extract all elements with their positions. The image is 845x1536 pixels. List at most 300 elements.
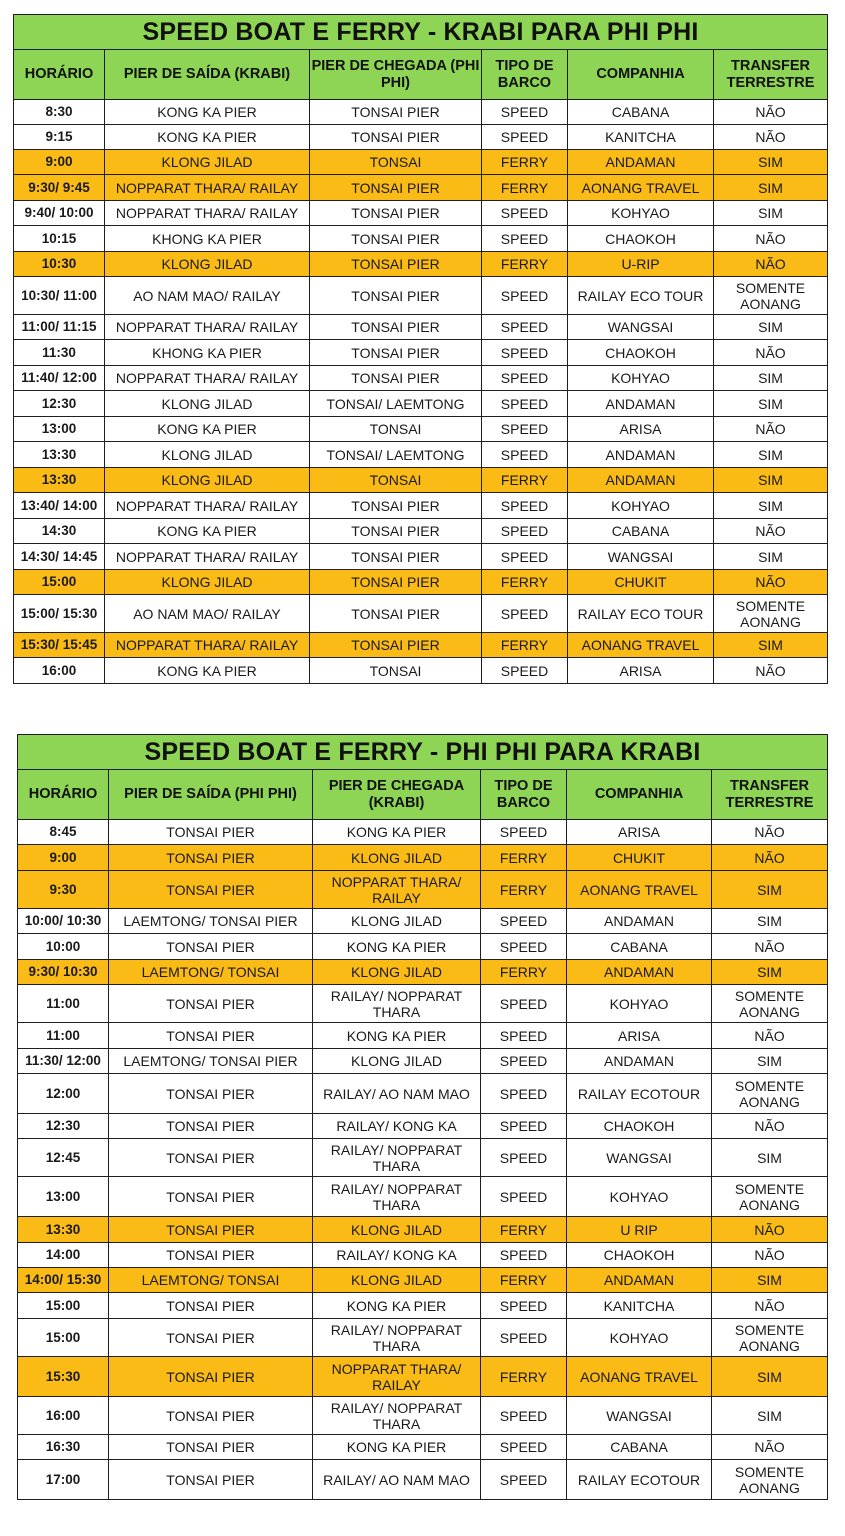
departure-pier-cell: NOPPARAT THARA/ RAILAY: [105, 366, 310, 391]
company-cell: ANDAMAN: [568, 442, 714, 468]
arrival-pier-cell: TONSAI PIER: [310, 366, 482, 391]
company-cell: AONANG TRAVEL: [568, 633, 714, 658]
arrival-pier-cell: NOPPARAT THARA/ RAILAY: [313, 871, 481, 909]
arrival-pier-cell: TONSAI PIER: [310, 633, 482, 658]
land-transfer-cell: NÃO: [712, 845, 828, 871]
boat-type-cell: SPEED: [482, 493, 568, 519]
departure-pier-cell: TONSAI PIER: [109, 1139, 313, 1177]
table-title: SPEED BOAT E FERRY - KRABI PARA PHI PHI: [14, 15, 828, 50]
boat-type-cell: SPEED: [481, 1074, 567, 1114]
departure-pier-cell: TONSAI PIER: [109, 1114, 313, 1139]
departure-pier-cell: TONSAI PIER: [109, 1243, 313, 1268]
departure-time-cell: 14:00/ 15:30: [18, 1268, 109, 1293]
column-header: TIPO DE BARCO: [482, 50, 568, 100]
table-row: [14, 226, 828, 252]
table-row: [14, 201, 828, 226]
boat-type-cell: SPEED: [481, 1114, 567, 1139]
departure-time-cell: 9:00: [14, 150, 105, 175]
departure-time-cell: 14:30/ 14:45: [14, 544, 105, 570]
land-transfer-cell: SIM: [714, 201, 828, 226]
departure-pier-cell: LAEMTONG/ TONSAI: [109, 1268, 313, 1293]
company-cell: KOHYAO: [567, 985, 712, 1023]
departure-time-cell: 11:40/ 12:00: [14, 366, 105, 391]
boat-type-cell: SPEED: [482, 391, 568, 417]
arrival-pier-cell: KLONG JILAD: [313, 1217, 481, 1243]
boat-type-cell: SPEED: [481, 1243, 567, 1268]
arrival-pier-cell: TONSAI PIER: [310, 340, 482, 366]
departure-time-cell: 8:30: [14, 100, 105, 125]
arrival-pier-cell: KLONG JILAD: [313, 909, 481, 934]
departure-time-cell: 15:00/ 15:30: [14, 595, 105, 633]
land-transfer-cell: SIM: [714, 468, 828, 493]
arrival-pier-cell: KLONG JILAD: [313, 845, 481, 871]
arrival-pier-cell: TONSAI: [310, 417, 482, 442]
company-cell: ANDAMAN: [567, 1049, 712, 1074]
land-transfer-cell: SIM: [714, 391, 828, 417]
land-transfer-cell: NÃO: [712, 1217, 828, 1243]
boat-type-cell: SPEED: [482, 201, 568, 226]
company-cell: CABANA: [568, 100, 714, 125]
company-cell: AONANG TRAVEL: [567, 871, 712, 909]
column-header: TRANSFER TERRESTRE: [712, 770, 828, 820]
land-transfer-cell: SIM: [712, 1139, 828, 1177]
table-row: [18, 820, 828, 845]
arrival-pier-cell: TONSAI: [310, 658, 482, 684]
table-row: [18, 1139, 828, 1177]
departure-time-cell: 15:30: [18, 1357, 109, 1397]
table-row: [18, 1293, 828, 1319]
departure-time-cell: 10:30/ 11:00: [14, 277, 105, 315]
land-transfer-cell: NÃO: [712, 1023, 828, 1049]
land-transfer-cell: SIM: [714, 442, 828, 468]
land-transfer-cell: SOMENTE AONANG: [714, 277, 828, 315]
arrival-pier-cell: TONSAI PIER: [310, 175, 482, 201]
company-cell: WANGSAI: [567, 1397, 712, 1435]
company-cell: WANGSAI: [568, 315, 714, 340]
departure-pier-cell: TONSAI PIER: [109, 1293, 313, 1319]
arrival-pier-cell: RAILAY/ NOPPARAT THARA: [313, 1139, 481, 1177]
table-row: [18, 1049, 828, 1074]
departure-pier-cell: TONSAI PIER: [109, 845, 313, 871]
departure-pier-cell: AO NAM MAO/ RAILAY: [105, 277, 310, 315]
boat-type-cell: FERRY: [481, 845, 567, 871]
table-row: [18, 909, 828, 934]
arrival-pier-cell: TONSAI PIER: [310, 252, 482, 277]
company-cell: CHUKIT: [567, 845, 712, 871]
boat-type-cell: SPEED: [482, 658, 568, 684]
company-cell: AONANG TRAVEL: [568, 175, 714, 201]
boat-type-cell: SPEED: [482, 125, 568, 150]
departure-pier-cell: KLONG JILAD: [105, 442, 310, 468]
arrival-pier-cell: RAILAY/ NOPPARAT THARA: [313, 1177, 481, 1217]
land-transfer-cell: NÃO: [712, 1243, 828, 1268]
land-transfer-cell: SIM: [714, 315, 828, 340]
arrival-pier-cell: NOPPARAT THARA/ RAILAY: [313, 1357, 481, 1397]
column-header: HORÁRIO: [18, 770, 109, 820]
boat-type-cell: FERRY: [482, 175, 568, 201]
land-transfer-cell: SIM: [712, 1357, 828, 1397]
arrival-pier-cell: RAILAY/ KONG KA: [313, 1243, 481, 1268]
departure-time-cell: 13:00: [18, 1177, 109, 1217]
departure-time-cell: 12:00: [18, 1074, 109, 1114]
departure-pier-cell: TONSAI PIER: [109, 1357, 313, 1397]
land-transfer-cell: SIM: [712, 1397, 828, 1435]
boat-type-cell: SPEED: [482, 544, 568, 570]
departure-pier-cell: NOPPARAT THARA/ RAILAY: [105, 493, 310, 519]
arrival-pier-cell: TONSAI PIER: [310, 100, 482, 125]
departure-pier-cell: KONG KA PIER: [105, 125, 310, 150]
table-row: [14, 125, 828, 150]
arrival-pier-cell: KONG KA PIER: [313, 820, 481, 845]
arrival-pier-cell: TONSAI PIER: [310, 277, 482, 315]
departure-pier-cell: LAEMTONG/ TONSAI PIER: [109, 1049, 313, 1074]
departure-time-cell: 16:30: [18, 1435, 109, 1460]
departure-pier-cell: KLONG JILAD: [105, 468, 310, 493]
column-header: HORÁRIO: [14, 50, 105, 100]
arrival-pier-cell: TONSAI PIER: [310, 519, 482, 544]
departure-pier-cell: KLONG JILAD: [105, 570, 310, 595]
land-transfer-cell: NÃO: [714, 570, 828, 595]
arrival-pier-cell: RAILAY/ NOPPARAT THARA: [313, 1319, 481, 1357]
company-cell: KOHYAO: [568, 201, 714, 226]
departure-pier-cell: TONSAI PIER: [109, 1217, 313, 1243]
land-transfer-cell: SIM: [712, 1049, 828, 1074]
boat-type-cell: SPEED: [481, 1139, 567, 1177]
land-transfer-cell: NÃO: [714, 125, 828, 150]
column-header: TRANSFER TERRESTRE: [714, 50, 828, 100]
land-transfer-cell: SOMENTE AONANG: [712, 985, 828, 1023]
table-row: [18, 1023, 828, 1049]
departure-time-cell: 17:00: [18, 1460, 109, 1500]
departure-time-cell: 13:30: [14, 468, 105, 493]
departure-time-cell: 15:00: [18, 1293, 109, 1319]
company-cell: CABANA: [567, 1435, 712, 1460]
table-row: [14, 442, 828, 468]
company-cell: ANDAMAN: [567, 909, 712, 934]
boat-type-cell: FERRY: [481, 1217, 567, 1243]
boat-type-cell: FERRY: [481, 1357, 567, 1397]
table-row: [14, 595, 828, 633]
company-cell: ARISA: [568, 417, 714, 442]
land-transfer-cell: SIM: [714, 544, 828, 570]
departure-pier-cell: TONSAI PIER: [109, 1397, 313, 1435]
arrival-pier-cell: KONG KA PIER: [313, 1435, 481, 1460]
land-transfer-cell: NÃO: [714, 252, 828, 277]
departure-pier-cell: TONSAI PIER: [109, 820, 313, 845]
boat-type-cell: SPEED: [481, 1049, 567, 1074]
boat-type-cell: SPEED: [482, 277, 568, 315]
company-cell: ARISA: [567, 1023, 712, 1049]
land-transfer-cell: NÃO: [712, 820, 828, 845]
boat-type-cell: SPEED: [481, 1177, 567, 1217]
departure-pier-cell: KONG KA PIER: [105, 100, 310, 125]
company-cell: ARISA: [568, 658, 714, 684]
land-transfer-cell: NÃO: [714, 340, 828, 366]
arrival-pier-cell: TONSAI: [310, 150, 482, 175]
boat-type-cell: FERRY: [482, 150, 568, 175]
departure-time-cell: 13:30: [18, 1217, 109, 1243]
departure-pier-cell: TONSAI PIER: [109, 1074, 313, 1114]
departure-pier-cell: TONSAI PIER: [109, 1460, 313, 1500]
arrival-pier-cell: TONSAI: [310, 468, 482, 493]
departure-time-cell: 12:45: [18, 1139, 109, 1177]
departure-pier-cell: KONG KA PIER: [105, 519, 310, 544]
table-row: [18, 985, 828, 1023]
table-row: [18, 871, 828, 909]
company-cell: CHAOKOH: [567, 1243, 712, 1268]
departure-pier-cell: TONSAI PIER: [109, 985, 313, 1023]
departure-pier-cell: AO NAM MAO/ RAILAY: [105, 595, 310, 633]
company-cell: WANGSAI: [567, 1139, 712, 1177]
boat-type-cell: SPEED: [482, 417, 568, 442]
company-cell: KOHYAO: [568, 366, 714, 391]
boat-type-cell: SPEED: [482, 442, 568, 468]
arrival-pier-cell: KLONG JILAD: [313, 960, 481, 985]
departure-pier-cell: TONSAI PIER: [109, 1435, 313, 1460]
arrival-pier-cell: TONSAI PIER: [310, 595, 482, 633]
land-transfer-cell: NÃO: [712, 1293, 828, 1319]
boat-type-cell: SPEED: [481, 820, 567, 845]
departure-time-cell: 12:30: [14, 391, 105, 417]
company-cell: RAILAY ECOTOUR: [567, 1074, 712, 1114]
arrival-pier-cell: TONSAI PIER: [310, 315, 482, 340]
boat-type-cell: SPEED: [482, 366, 568, 391]
departure-time-cell: 14:00: [18, 1243, 109, 1268]
boat-type-cell: SPEED: [482, 226, 568, 252]
table-row: [14, 570, 828, 595]
table-row: [14, 468, 828, 493]
departure-time-cell: 8:45: [18, 820, 109, 845]
boat-type-cell: FERRY: [482, 252, 568, 277]
departure-pier-cell: KLONG JILAD: [105, 150, 310, 175]
company-cell: KOHYAO: [567, 1177, 712, 1217]
departure-time-cell: 11:30: [14, 340, 105, 366]
departure-time-cell: 11:00/ 11:15: [14, 315, 105, 340]
table-row: [14, 315, 828, 340]
column-header: TIPO DE BARCO: [481, 770, 567, 820]
table-row: [14, 633, 828, 658]
table-row: [18, 1435, 828, 1460]
table-row: [18, 934, 828, 960]
departure-pier-cell: TONSAI PIER: [109, 1023, 313, 1049]
departure-pier-cell: KHONG KA PIER: [105, 340, 310, 366]
table-row: [14, 417, 828, 442]
arrival-pier-cell: RAILAY/ KONG KA: [313, 1114, 481, 1139]
column-header: PIER DE SAÍDA (KRABI): [105, 50, 310, 100]
land-transfer-cell: NÃO: [712, 934, 828, 960]
departure-time-cell: 10:15: [14, 226, 105, 252]
boat-type-cell: FERRY: [481, 960, 567, 985]
land-transfer-cell: SOMENTE AONANG: [712, 1319, 828, 1357]
boat-type-cell: SPEED: [481, 985, 567, 1023]
boat-type-cell: SPEED: [481, 1319, 567, 1357]
arrival-pier-cell: TONSAI PIER: [310, 226, 482, 252]
table-row: [14, 150, 828, 175]
company-cell: CHAOKOH: [568, 340, 714, 366]
boat-type-cell: FERRY: [481, 871, 567, 909]
departure-pier-cell: NOPPARAT THARA/ RAILAY: [105, 315, 310, 340]
column-header: COMPANHIA: [568, 50, 714, 100]
table-row: [14, 544, 828, 570]
arrival-pier-cell: RAILAY/ NOPPARAT THARA: [313, 985, 481, 1023]
boat-type-cell: SPEED: [482, 519, 568, 544]
column-header: PIER DE CHEGADA (KRABI): [313, 770, 481, 820]
arrival-pier-cell: TONSAI PIER: [310, 201, 482, 226]
land-transfer-cell: SIM: [712, 871, 828, 909]
company-cell: AONANG TRAVEL: [567, 1357, 712, 1397]
land-transfer-cell: NÃO: [714, 519, 828, 544]
arrival-pier-cell: TONSAI PIER: [310, 493, 482, 519]
table-row: [14, 391, 828, 417]
departure-time-cell: 13:30: [14, 442, 105, 468]
departure-time-cell: 11:00: [18, 985, 109, 1023]
arrival-pier-cell: RAILAY/ NOPPARAT THARA: [313, 1397, 481, 1435]
arrival-pier-cell: KLONG JILAD: [313, 1268, 481, 1293]
departure-pier-cell: KLONG JILAD: [105, 252, 310, 277]
table-row: [14, 366, 828, 391]
column-header: COMPANHIA: [567, 770, 712, 820]
table-row: [14, 277, 828, 315]
departure-time-cell: 10:00: [18, 934, 109, 960]
table-row: [14, 340, 828, 366]
land-transfer-cell: SIM: [714, 493, 828, 519]
company-cell: CHAOKOH: [568, 226, 714, 252]
land-transfer-cell: SIM: [712, 1268, 828, 1293]
krabi-to-phiphi-table: [13, 14, 827, 684]
table-row: [14, 252, 828, 277]
arrival-pier-cell: TONSAI/ LAEMTONG: [310, 391, 482, 417]
departure-time-cell: 10:30: [14, 252, 105, 277]
boat-type-cell: FERRY: [481, 1268, 567, 1293]
departure-time-cell: 12:30: [18, 1114, 109, 1139]
boat-type-cell: SPEED: [482, 315, 568, 340]
boat-type-cell: SPEED: [481, 1293, 567, 1319]
arrival-pier-cell: KONG KA PIER: [313, 934, 481, 960]
company-cell: KANITCHA: [568, 125, 714, 150]
land-transfer-cell: NÃO: [714, 100, 828, 125]
departure-time-cell: 15:00: [14, 570, 105, 595]
table-row: [18, 1397, 828, 1435]
arrival-pier-cell: RAILAY/ AO NAM MAO: [313, 1460, 481, 1500]
land-transfer-cell: NÃO: [714, 658, 828, 684]
table-row: [18, 960, 828, 985]
departure-time-cell: 10:00/ 10:30: [18, 909, 109, 934]
arrival-pier-cell: KONG KA PIER: [313, 1293, 481, 1319]
departure-time-cell: 11:30/ 12:00: [18, 1049, 109, 1074]
departure-time-cell: 13:40/ 14:00: [14, 493, 105, 519]
departure-pier-cell: KLONG JILAD: [105, 391, 310, 417]
arrival-pier-cell: KLONG JILAD: [313, 1049, 481, 1074]
phiphi-to-krabi-table: [17, 734, 827, 1500]
departure-time-cell: 9:30: [18, 871, 109, 909]
departure-pier-cell: TONSAI PIER: [109, 1177, 313, 1217]
table-row: [14, 519, 828, 544]
boat-type-cell: SPEED: [481, 1023, 567, 1049]
land-transfer-cell: SIM: [714, 175, 828, 201]
departure-time-cell: 9:00: [18, 845, 109, 871]
boat-type-cell: SPEED: [481, 934, 567, 960]
departure-pier-cell: NOPPARAT THARA/ RAILAY: [105, 201, 310, 226]
land-transfer-cell: SIM: [714, 633, 828, 658]
land-transfer-cell: NÃO: [712, 1114, 828, 1139]
land-transfer-cell: SOMENTE AONANG: [712, 1460, 828, 1500]
company-cell: ANDAMAN: [568, 468, 714, 493]
table-row: [18, 1074, 828, 1114]
land-transfer-cell: SIM: [712, 960, 828, 985]
departure-time-cell: 16:00: [18, 1397, 109, 1435]
boat-type-cell: SPEED: [482, 595, 568, 633]
departure-pier-cell: TONSAI PIER: [109, 871, 313, 909]
departure-time-cell: 11:00: [18, 1023, 109, 1049]
table-row: [18, 1217, 828, 1243]
boat-type-cell: SPEED: [481, 1460, 567, 1500]
company-cell: RAILAY ECO TOUR: [568, 277, 714, 315]
company-cell: RAILAY ECOTOUR: [567, 1460, 712, 1500]
land-transfer-cell: SOMENTE AONANG: [712, 1074, 828, 1114]
arrival-pier-cell: TONSAI PIER: [310, 544, 482, 570]
boat-type-cell: FERRY: [482, 633, 568, 658]
land-transfer-cell: SIM: [714, 366, 828, 391]
table-row: [18, 1357, 828, 1397]
departure-pier-cell: NOPPARAT THARA/ RAILAY: [105, 175, 310, 201]
arrival-pier-cell: RAILAY/ AO NAM MAO: [313, 1074, 481, 1114]
table-row: [14, 658, 828, 684]
departure-pier-cell: TONSAI PIER: [109, 934, 313, 960]
boat-type-cell: SPEED: [482, 100, 568, 125]
company-cell: U RIP: [567, 1217, 712, 1243]
departure-time-cell: 15:00: [18, 1319, 109, 1357]
boat-type-cell: SPEED: [481, 909, 567, 934]
company-cell: CHAOKOH: [567, 1114, 712, 1139]
company-cell: CHUKIT: [568, 570, 714, 595]
departure-time-cell: 13:00: [14, 417, 105, 442]
company-cell: ANDAMAN: [567, 1268, 712, 1293]
departure-time-cell: 9:15: [14, 125, 105, 150]
land-transfer-cell: NÃO: [714, 417, 828, 442]
boat-type-cell: SPEED: [481, 1435, 567, 1460]
land-transfer-cell: SIM: [712, 909, 828, 934]
land-transfer-cell: SOMENTE AONANG: [714, 595, 828, 633]
table-row: [14, 493, 828, 519]
boat-type-cell: FERRY: [482, 468, 568, 493]
table-row: [18, 1319, 828, 1357]
company-cell: ANDAMAN: [567, 960, 712, 985]
boat-type-cell: SPEED: [482, 340, 568, 366]
company-cell: ANDAMAN: [568, 391, 714, 417]
company-cell: CABANA: [567, 934, 712, 960]
arrival-pier-cell: KONG KA PIER: [313, 1023, 481, 1049]
company-cell: CABANA: [568, 519, 714, 544]
departure-pier-cell: KONG KA PIER: [105, 658, 310, 684]
company-cell: KOHYAO: [567, 1319, 712, 1357]
company-cell: ANDAMAN: [568, 150, 714, 175]
departure-pier-cell: NOPPARAT THARA/ RAILAY: [105, 633, 310, 658]
land-transfer-cell: NÃO: [714, 226, 828, 252]
table-title: SPEED BOAT E FERRY - PHI PHI PARA KRABI: [18, 735, 828, 770]
company-cell: RAILAY ECO TOUR: [568, 595, 714, 633]
company-cell: KANITCHA: [567, 1293, 712, 1319]
table-row: [14, 100, 828, 125]
arrival-pier-cell: TONSAI/ LAEMTONG: [310, 442, 482, 468]
departure-pier-cell: LAEMTONG/ TONSAI: [109, 960, 313, 985]
departure-pier-cell: NOPPARAT THARA/ RAILAY: [105, 544, 310, 570]
departure-pier-cell: LAEMTONG/ TONSAI PIER: [109, 909, 313, 934]
table-row: [18, 1243, 828, 1268]
company-cell: U-RIP: [568, 252, 714, 277]
arrival-pier-cell: TONSAI PIER: [310, 125, 482, 150]
table-row: [18, 1114, 828, 1139]
land-transfer-cell: NÃO: [712, 1435, 828, 1460]
